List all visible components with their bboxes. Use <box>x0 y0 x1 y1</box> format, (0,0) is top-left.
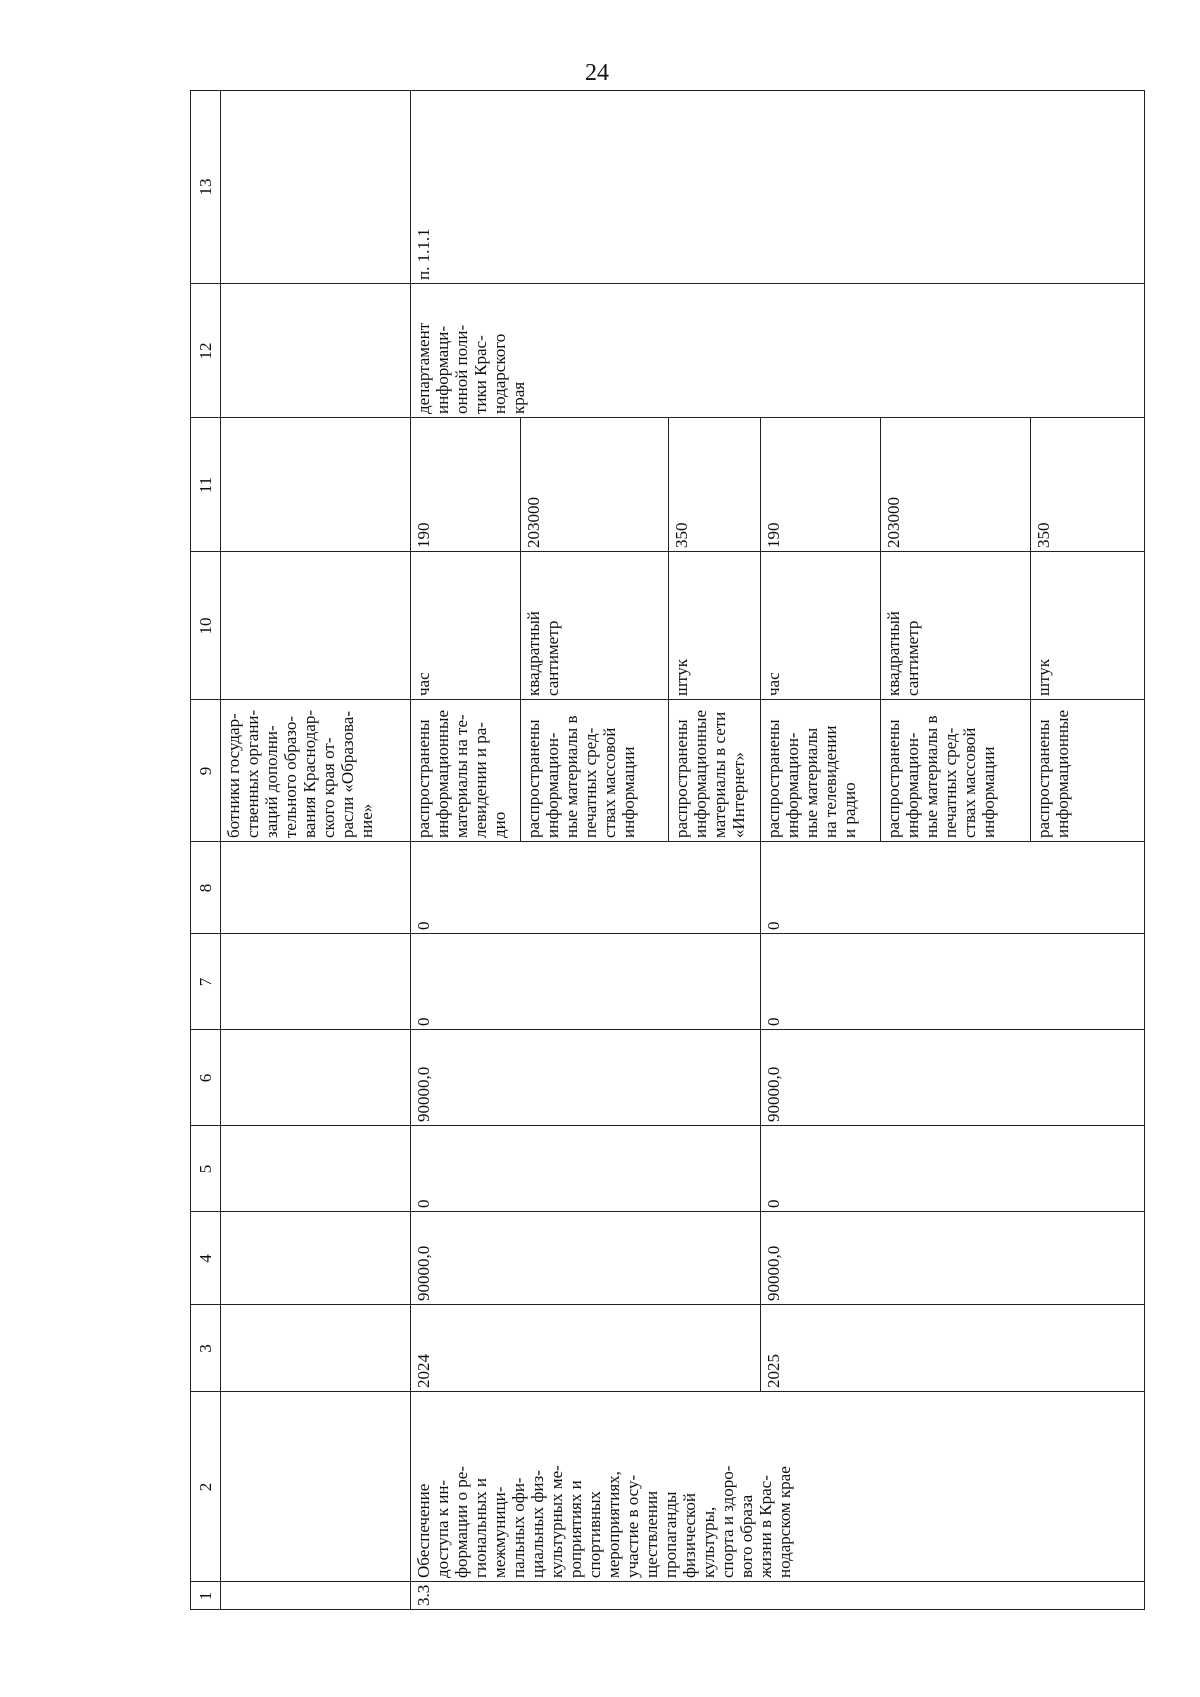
result-value: 350 <box>1034 522 1053 548</box>
result-description: распространены информационные материалы на те- левидении и ра- дио <box>414 710 509 838</box>
carry-over-text: ботники государ- ственных органи- заций дополни- тельного образо- вания Краснодар- ского края от- расли «Образова- ние» <box>224 709 376 838</box>
result-description: распространены информационные материалы в сети «Интернет» <box>672 710 748 838</box>
table-stage <box>190 90 1145 1610</box>
result-unit: квадратный сантиметр <box>524 611 562 696</box>
result-value: 350 <box>672 522 691 548</box>
column-number: 9 <box>196 766 215 776</box>
local-amount: 0 <box>414 1017 433 1026</box>
column-divider <box>190 1211 1145 1212</box>
result-description: распространены информацион- ные материалы в печатных сред- ствах массовой информации <box>884 715 998 838</box>
federal-amount: 0 <box>414 1199 433 1208</box>
result-value: 190 <box>414 522 433 548</box>
result-unit: штук <box>1034 658 1053 696</box>
header-divider <box>220 90 221 1610</box>
result-description: распространены информацион- ные материалы на телевидении и радио <box>764 719 859 838</box>
extra-amount: 0 <box>414 921 433 930</box>
column-number: 11 <box>196 476 215 494</box>
result-unit: штук <box>672 658 691 696</box>
column-divider <box>190 283 1145 284</box>
result-value: 203000 <box>884 497 903 548</box>
result-unit: час <box>764 672 783 696</box>
regional-amount: 90000,0 <box>414 1066 433 1122</box>
column-number: 5 <box>196 1164 215 1174</box>
extra-amount: 0 <box>764 921 783 930</box>
total-amount: 90000,0 <box>764 1245 783 1301</box>
rotated-table <box>190 90 1145 1610</box>
column-number: 6 <box>196 1073 215 1083</box>
column-number: 1 <box>196 1591 215 1601</box>
result-value: 203000 <box>524 497 543 548</box>
federal-amount: 0 <box>764 1199 783 1208</box>
result-description: распространены информацион- ные материалы в печатных сред- ствах массовой информации <box>524 715 638 838</box>
result-unit: час <box>414 672 433 696</box>
column-number: 10 <box>196 617 215 635</box>
regional-amount: 90000,0 <box>764 1066 783 1122</box>
column-number: 8 <box>196 883 215 893</box>
column-number: 7 <box>196 977 215 987</box>
result-value: 190 <box>764 522 783 548</box>
paragraph-reference: п. 1.1.1 <box>414 228 433 280</box>
local-amount: 0 <box>764 1017 783 1026</box>
row-number: 3.3 <box>414 1584 433 1606</box>
column-divider <box>190 1029 1145 1030</box>
page-number: 24 <box>585 60 609 86</box>
column-number: 2 <box>196 1482 215 1492</box>
year: 2024 <box>414 1354 433 1388</box>
result-unit: квадратный сантиметр <box>884 611 922 696</box>
table-frame <box>190 90 1145 1610</box>
measure-name: Обеспечение доступа к ин- формации о ре- гиональных и межмуници- пальных офи- циальных физ- культурных ме- роприятиях и спортивных мероприятиях, участие в осу- ществлении пропаганды физической культуры, спорта и здоро- вого образа жизни в Крас- нодарском крае <box>414 1465 794 1578</box>
column-number: 13 <box>196 178 215 196</box>
executor: департамент информаци- онной поли- тики Крас- нодарского края <box>414 322 528 414</box>
total-amount: 90000,0 <box>414 1245 433 1301</box>
column-divider <box>190 1125 1145 1126</box>
column-number: 3 <box>196 1344 215 1353</box>
result-description: распространены информационные <box>1034 710 1072 838</box>
year: 2025 <box>764 1354 783 1388</box>
column-divider <box>190 933 1145 934</box>
column-divider <box>190 1304 1145 1305</box>
column-number: 12 <box>196 342 215 360</box>
column-number: 4 <box>196 1254 215 1263</box>
